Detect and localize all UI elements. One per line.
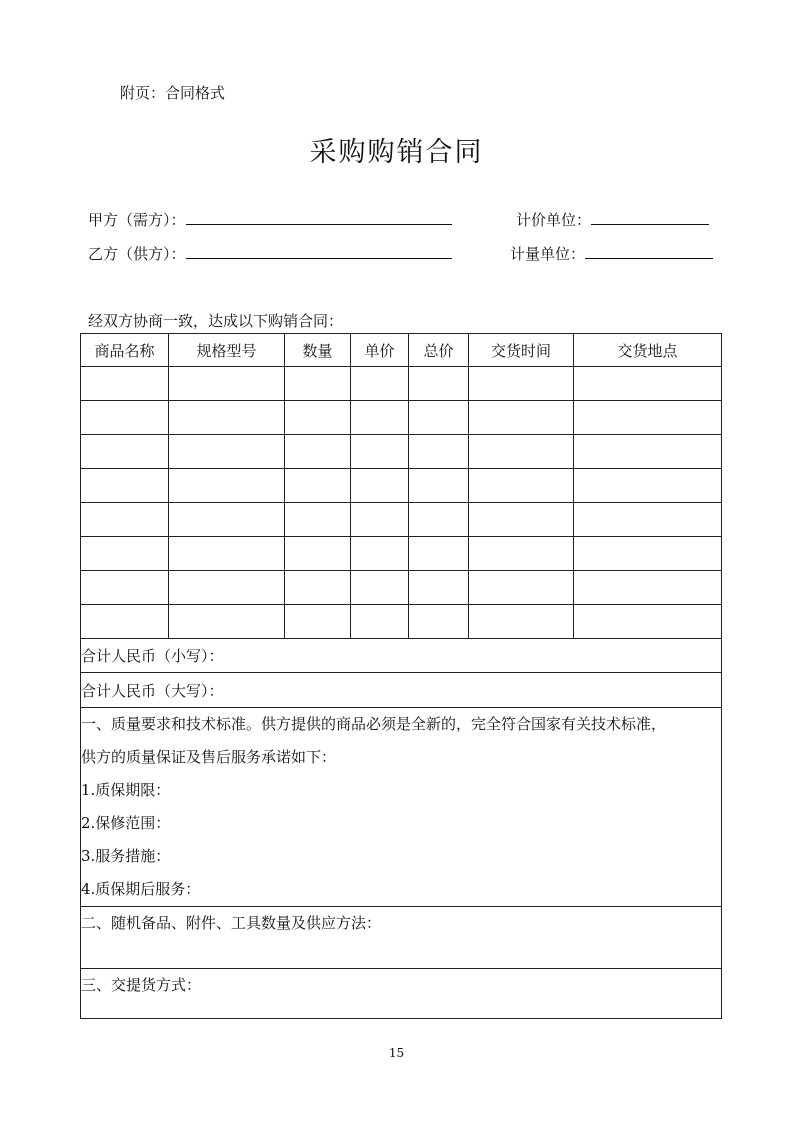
- accessories-row: [81, 907, 722, 969]
- delivery-cell[interactable]: [81, 969, 722, 1019]
- goods-table: [80, 333, 722, 1019]
- table-cell[interactable]: [574, 537, 722, 571]
- header-spec-model: 规格型号: [169, 334, 285, 367]
- table-cell[interactable]: [351, 367, 409, 401]
- measure-unit-row: [510, 243, 713, 264]
- table-cell[interactable]: [574, 367, 722, 401]
- header-unit-price: 单价: [351, 334, 409, 367]
- total-big-cell[interactable]: 合计人民币（大写）：: [81, 673, 722, 708]
- quality-item-4: 4.质保期后服务：: [81, 880, 201, 898]
- quality-line-2: 供方的质量保证及售后服务承诺如下：: [81, 748, 337, 766]
- accessories-label: 二、随机备品、附件、工具数量及供应方法：: [81, 914, 382, 932]
- intro-text: 经双方协商一致，达成以下购销合同：: [88, 312, 344, 330]
- table-cell[interactable]: [469, 503, 574, 537]
- table-row: [81, 401, 722, 435]
- measure-unit-blank[interactable]: [585, 244, 713, 259]
- table-cell[interactable]: [169, 537, 285, 571]
- table-cell[interactable]: [81, 537, 169, 571]
- pricing-unit-label: 计价单位：: [516, 211, 592, 229]
- table-cell[interactable]: [469, 469, 574, 503]
- table-cell[interactable]: [469, 537, 574, 571]
- table-cell[interactable]: [469, 435, 574, 469]
- table-cell[interactable]: [285, 605, 351, 639]
- table-cell[interactable]: [169, 401, 285, 435]
- measure-unit-label: 计量单位：: [510, 245, 586, 263]
- table-cell[interactable]: [351, 571, 409, 605]
- table-cell[interactable]: [285, 435, 351, 469]
- table-row: [81, 605, 722, 639]
- appendix-label: 附页：合同格式: [120, 84, 226, 102]
- table-cell[interactable]: [169, 367, 285, 401]
- table-cell[interactable]: [351, 537, 409, 571]
- table-cell[interactable]: [469, 367, 574, 401]
- table-row: [81, 469, 722, 503]
- table-cell[interactable]: [81, 367, 169, 401]
- quality-item-2: 2.保修范围：: [81, 814, 171, 832]
- table-row: [81, 367, 722, 401]
- table-cell[interactable]: [409, 401, 469, 435]
- table-cell[interactable]: [169, 571, 285, 605]
- party-a-blank[interactable]: [186, 210, 452, 225]
- quality-line-1: 一、质量要求和技术标准。供方提供的商品必须是全新的，完全符合国家有关技术标准，: [81, 715, 667, 733]
- table-cell[interactable]: [574, 435, 722, 469]
- table-cell[interactable]: [574, 401, 722, 435]
- table-cell[interactable]: [409, 537, 469, 571]
- table-cell[interactable]: [169, 469, 285, 503]
- table-cell[interactable]: [285, 571, 351, 605]
- table-cell[interactable]: [409, 503, 469, 537]
- table-cell[interactable]: [469, 401, 574, 435]
- table-cell[interactable]: [574, 469, 722, 503]
- table-cell[interactable]: [81, 401, 169, 435]
- party-a-row: [88, 209, 452, 230]
- quality-row: [81, 708, 722, 907]
- header-total-price: 总价: [409, 334, 469, 367]
- table-cell[interactable]: [285, 401, 351, 435]
- party-b-blank[interactable]: [186, 244, 452, 259]
- table-cell[interactable]: [351, 435, 409, 469]
- table-row: [81, 503, 722, 537]
- delivery-label: 三、交提货方式：: [81, 976, 202, 994]
- table-cell[interactable]: [351, 401, 409, 435]
- table-cell[interactable]: [409, 605, 469, 639]
- table-cell[interactable]: [409, 435, 469, 469]
- table-cell[interactable]: [81, 503, 169, 537]
- table-cell[interactable]: [409, 469, 469, 503]
- header-quantity: 数量: [285, 334, 351, 367]
- table-cell[interactable]: [285, 469, 351, 503]
- table-cell[interactable]: [169, 605, 285, 639]
- table-cell[interactable]: [169, 435, 285, 469]
- quality-item-3: 3.服务措施：: [81, 847, 171, 865]
- table-cell[interactable]: [351, 605, 409, 639]
- pricing-unit-blank[interactable]: [591, 210, 709, 225]
- table-cell[interactable]: [285, 537, 351, 571]
- table-row: [81, 571, 722, 605]
- header-delivery-place: 交货地点: [574, 334, 722, 367]
- party-b-label: 乙方（供方）：: [88, 245, 186, 263]
- table-cell[interactable]: [285, 503, 351, 537]
- header-product-name: 商品名称: [81, 334, 169, 367]
- table-cell[interactable]: [81, 435, 169, 469]
- party-a-label: 甲方（需方）：: [88, 211, 186, 229]
- total-small-row: [81, 639, 722, 673]
- table-cell[interactable]: [81, 571, 169, 605]
- page-number: 15: [388, 1046, 405, 1060]
- header-delivery-time: 交货时间: [469, 334, 574, 367]
- contract-title: 采购购销合同: [309, 137, 484, 168]
- table-row: [81, 537, 722, 571]
- accessories-cell[interactable]: [81, 907, 722, 969]
- table-cell[interactable]: [351, 469, 409, 503]
- table-cell[interactable]: [169, 503, 285, 537]
- table-cell[interactable]: [351, 503, 409, 537]
- total-small-cell[interactable]: 合计人民币（小写）：: [81, 639, 722, 673]
- table-cell[interactable]: [409, 571, 469, 605]
- delivery-row: [81, 969, 722, 1019]
- table-cell[interactable]: [469, 571, 574, 605]
- table-cell[interactable]: [409, 367, 469, 401]
- party-b-row: [88, 243, 452, 264]
- table-cell[interactable]: [285, 367, 351, 401]
- pricing-unit-row: [516, 209, 709, 230]
- table-cell[interactable]: [574, 605, 722, 639]
- table-cell[interactable]: [574, 503, 722, 537]
- total-big-row: [81, 673, 722, 708]
- table-row: [81, 435, 722, 469]
- quality-item-1: 1.质保期限：: [81, 781, 171, 799]
- table-cell[interactable]: [81, 605, 169, 639]
- quality-cell[interactable]: [81, 708, 722, 907]
- table-cell[interactable]: [81, 469, 169, 503]
- table-header-row: [81, 334, 722, 367]
- table-cell[interactable]: [574, 571, 722, 605]
- table-cell[interactable]: [469, 605, 574, 639]
